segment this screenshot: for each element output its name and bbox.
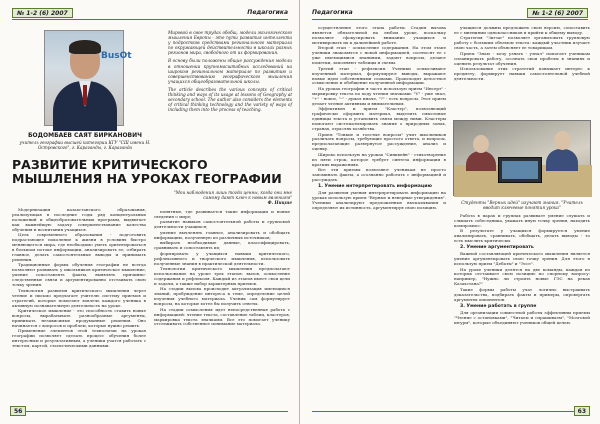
epigraph-quote: "Мои наблюдения лишь тогда ценны, когда они мне самому дают ключ к новым явлениям" [173, 190, 292, 200]
header-rule [312, 19, 588, 20]
body-paragraph: Такие формы работы учат логично выстраивать доказательства, подбирать факты и примеры, опровергать аргументы оппонентов. [454, 286, 590, 302]
page-number: 56 [10, 406, 26, 416]
body-paragraph: осуществление этого этапа работы. Стадия вызова является обязательной на любом уроке, поскольку позволяет сфокусировать внимание учащихся и мотивировать их к дальнейшей работе. [312, 25, 446, 45]
portrait-hair [69, 40, 101, 54]
left-header [12, 8, 288, 19]
body-paragraph: Прием "Тонкие и толстые вопросы" учит школьников различать вопросы, требующие простого ответа, и вопросы, предполагающие развернутое рассуждение, анализ и оценку. [312, 131, 446, 152]
body-paragraph: формировать у учащихся навыки критического, рефлексивного и творческого мышления, использовать полученные знания в практической деятельности. [154, 250, 290, 266]
photo-laptop [498, 157, 542, 183]
page-number: 63 [574, 406, 590, 416]
section-heading: 3. Умение работать в группе [460, 303, 537, 309]
right-column-2-bottom [454, 214, 590, 404]
body-paragraph: Широко использую на уроках "Синквейн" - стихотворение из пяти строк, которое требует синтеза информации в кратких выражениях. [312, 151, 446, 167]
body-paragraph: На стадии осмысления идет непосредственная работа с информацией: чтение текста, составление таблиц, кластеров, маркировка текста значками. Все это помогает ученику отслеживать собственное понимание материала. [154, 306, 290, 327]
body-paragraph: Прием "Знаю - хочу узнать - узнал" помогает ученикам спланировать работу, осознать свои пробелы в знаниях и оценить результат обучения. [454, 50, 590, 66]
body-paragraph: Для организации совместной работы эффективны приемы "Чтение с остановками", "Читаем и спрашиваем", "Мозговой штурм", которые объединяют учеников общей целью. [454, 309, 590, 325]
body-paragraph: В результате у учащихся формируется умение анализировать, сравнивать, обобщать, делать выводы - то есть мыслить критически. [454, 228, 590, 244]
body-paragraph: Цель современного образования - подготовить подрастающее поколение к жизни в условиях быстро меняющегося мира, где необходимо уметь ориентироваться в большом потоке информации, анализировать ее, отбирать главное, делать самостоятельные выводы и принимать решения. [12, 232, 146, 263]
body-paragraph: Модернизация казахстанского образования, реализующая в последние годы ряд концептуальных положений и общеобразовательных программ, выдвигает как важнейшую задачу совершенствование качества обучения и воспитания учащихся. [12, 207, 146, 232]
body-paragraph: выбирать необходимые данные, классифицировать, сравнивать и сопоставлять их; [154, 240, 290, 251]
issue-badge: № 1-2 (6) 2007 [12, 8, 73, 18]
photo-caption: Студенты "Верных идей" изучают знания. "Учитель вводит ключевые понятия урока" [461, 200, 583, 210]
epigraph-author: Ф. Ницше [267, 200, 292, 205]
body-paragraph: На стадии вызова происходит актуализация имеющихся знаний, пробуждение интереса к теме, определение целей изучения учебного материала. Ученик сам формулирует вопросы, на которые хотел бы получить ответы. [154, 286, 290, 307]
abstract-paragraph: В основу были положены общие рассуждения модели в отношении крупномасштабных исследований на широком региональном материале по развитию и совершенствованию географического мышления учащихся общеобразовательной школы. [168, 58, 292, 84]
section-heading: 2. Умение аргументировать [460, 245, 534, 251]
portrait-tie [83, 85, 87, 105]
body-paragraph: На уроке ученики делятся на две команды, каждая из которых отстаивает свою позицию по спорному вопросу: например, "Нужно ли строить новые ГЭС на реках Казахстана?" [454, 266, 590, 287]
epigraph [168, 190, 292, 205]
left-column-2 [154, 210, 290, 404]
left-column-1 [12, 208, 146, 404]
body-paragraph: Технологии критического мышления предполагают использование на уроке трех этапов: вызов, осмысление содержания и рефлексия. Каждый из этапов имеет свои цели и задачи, а также набор характерных приемов. [154, 265, 290, 286]
body-paragraph: Третий этап - рефлексия. Ученики осмысливают изученный материал, формулируют выводы, выражают новые идеи собственными словами. Происходит целостное осмысление и обобщение полученной информации. [312, 65, 446, 86]
body-paragraph: Для развития умения интерпретировать информацию на уроках использую прием "Верные и неверные утверждения". Ученики анализируют предложенные высказывания и определяют их истинность, аргументируя свою позицию. [312, 190, 446, 210]
author-name: БОДОМБАЕВ САЯТ БИРКАНОВИЧ [27, 132, 143, 139]
body-paragraph: учащиеся должны предложить свою версию, сопоставить ее с мнениями одноклассников и прийти к общему выводу. [454, 25, 590, 35]
classroom-photo [453, 120, 591, 196]
author-photo [44, 30, 132, 126]
abstract [168, 30, 292, 115]
right-page [300, 0, 600, 424]
right-column-1 [312, 26, 446, 404]
photo-student-head [554, 131, 571, 150]
photo-laptop-screen [502, 161, 538, 179]
photo-student [546, 149, 578, 171]
body-paragraph: Второй этап - осмысление содержания. На этом этапе ученики знакомятся с новой информацией, соотносят ее с уже имеющимися знаниями, задают вопросы, делают пометки, заполняют таблицы и схемы. [312, 45, 446, 66]
right-header [312, 8, 588, 19]
body-paragraph: Традиционные формы обучения географии не всегда позволяют развивать у школьников критическое мышление, умение сопоставлять факты, выявлять причинно-следственные связи и аргументированно отстаивать свою точку зрения. [12, 262, 146, 288]
issue-badge: № 1-2 (6) 2007 [527, 8, 588, 18]
body-paragraph: развитие навыков самостоятельной работы и групповой деятельности учащихся; [154, 219, 290, 230]
body-paragraph: Технология развития критического мышления через чтение и письмо предлагает учителю систему приемов и стратегий, которые помогают вовлечь каждого ученика в активную познавательную деятельность на уроке. [12, 287, 146, 308]
body-paragraph: Эффективен и прием "Кластер", позволяющий графически оформить материал, выделить смысловые единицы текста и установить связи между ними. Кластеры помогают систематизировать знания о природных зонах, странах, отраслях хозяйства. [312, 106, 446, 132]
right-column-2-top [454, 26, 590, 116]
abstract-paragraph-english: The article describes the various concepts of critical thinking and ways of its usage at lessons of Geography at secondary school. The author also considers the elements of critical thinking technology and the variety of ways of including them into the process of teaching. [168, 86, 292, 113]
body-paragraph: Стратегия "Зигзаг" позволяет организовать групповую работу с большим объемом текста: каждый участник изучает свою часть, а затем объясняет ее товарищам. [454, 35, 590, 51]
header-rule [12, 19, 288, 20]
body-paragraph: Применение элементов этой технологии на уроках географии позволяет сделать процесс обучения более интересным и результативным, а ученики учатся работать с текстом, картой, статистическими данными. [12, 328, 146, 349]
rubric-label: Педагогика [247, 9, 288, 16]
section-heading: 1. Умение интерпретировать информацию [318, 184, 432, 190]
body-paragraph: Критическое мышление - это способность ставить новые вопросы, вырабатывать разнообразные аргументы, принимать независимые продуманные решения. Оно начинается с вопросов и проблем, которые нужно решить. [12, 308, 146, 328]
rubric-label: Педагогика [312, 9, 353, 16]
backdrop-sign-text: BusOt [101, 51, 132, 61]
photo-student-head [473, 135, 489, 153]
photo-student [466, 151, 496, 171]
body-paragraph: На уроках географии я часто использую прием "Инсерт" - маркировку текста по ходу чтения значками: "V" - уже знал, "+" - новое, "-" - думал иначе, "?" - есть вопросы. Этот прием делает чтение активным и внимательным. [312, 85, 446, 106]
body-paragraph: Важной составляющей критического мышления является умение аргументировать свою точку зрения. Для этого я использую прием "Дебаты" и "Эссе". [454, 251, 590, 267]
body-paragraph: умение вычленять главное, анализировать и обобщать информацию, полученную из различных источников; [154, 229, 290, 240]
abstract-paragraph: Мировой в свое трудах обобщ. модели экологического мышления Европы - это пути развития интеллекта у подростков средствами регионального материала по окружающей действительности в школах разных регионов мира, свободного от их формирования. [168, 30, 292, 56]
body-paragraph: понятные, где развивается такие информации и новые сведения о мире; [154, 209, 290, 219]
article-title: РАЗВИТИЕ КРИТИЧЕСКОГО МЫШЛЕНИЯ НА УРОКАХ ГЕОГРАФИИ [12, 157, 282, 186]
body-paragraph: Все эти приемы позволяют ученикам не просто запоминать факты, а осознанно работать с информацией и рассуждать. [312, 167, 446, 183]
footer-rule [312, 411, 588, 412]
footer-rule [12, 411, 288, 412]
author-affiliation: учитель географии высшей категории КГУ "СШ имени Н. Островского", г. Караганды, г. Караганда [19, 140, 151, 150]
body-paragraph: Использование этих стратегий повышает интерес к предмету, формирует навыки самостоятельной учебной деятельности. [454, 66, 590, 82]
body-paragraph: Работа в парах и группах развивает умение слушать и слышать собеседника, уважать иную точку зрения, находить компромисс. [454, 213, 590, 228]
